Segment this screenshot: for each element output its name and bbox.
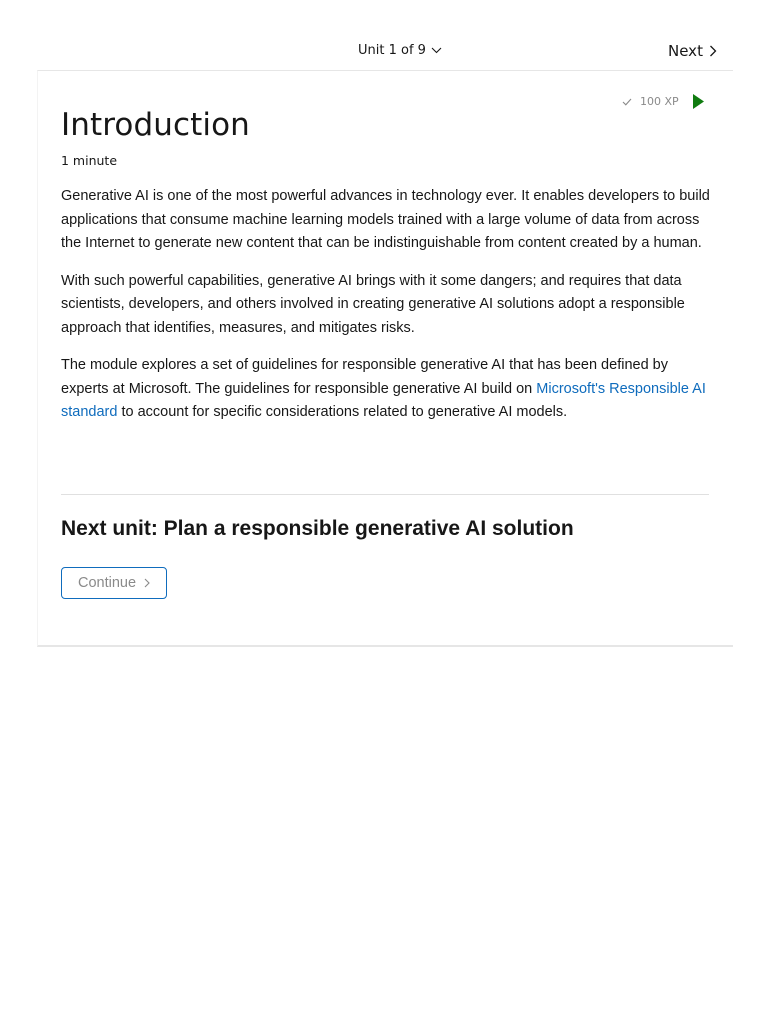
chevron-right-icon (144, 578, 150, 588)
unit-body (61, 185, 713, 439)
next-unit-heading: Next unit: Plan a responsible generative AI solution (61, 517, 574, 540)
responsible-ai-standard-link[interactable]: Microsoft's Responsible AI standard (61, 380, 706, 420)
section-divider (61, 494, 709, 495)
check-icon (622, 98, 632, 106)
chevron-down-icon (431, 47, 442, 54)
next-unit-link[interactable] (668, 42, 717, 60)
unit-navigation-bar (0, 0, 768, 70)
paragraph-guidelines-text: The module explores a set of guidelines for responsible generative AI that has been defined by experts at Microsoft. The guidelines for responsible generative AI build on (61, 357, 668, 397)
paragraph-guidelines (61, 354, 713, 425)
continue-button-label: Continue (77, 575, 137, 591)
xp-indicator (622, 94, 704, 109)
unit-selector-label: Unit 1 of 9 (358, 43, 426, 58)
unit-content-card (37, 70, 733, 647)
paragraph-dangers: With such powerful capabilities, generative AI brings with it some dangers; and requires that data scientists, developers, and others involved in creating generative AI solutions adopt a responsible approach that identifies, measures, and mitigates risks. (61, 272, 685, 336)
page-title: Introduction (61, 107, 250, 143)
next-link-label: Next (668, 42, 703, 60)
unit-selector-dropdown[interactable] (358, 43, 442, 58)
chevron-right-icon (709, 45, 717, 57)
paragraph-guidelines-text-end: to account for specific considerations related to generative AI models. (117, 404, 568, 420)
play-icon[interactable] (693, 94, 704, 109)
continue-button[interactable] (61, 567, 167, 599)
paragraph-intro: Generative AI is one of the most powerful advances in technology ever. It enables developers to build applications that consume machine learning models trained with a large volume of data from across the Internet to generate new content that can be indistinguishable from content created by a human. (61, 188, 710, 251)
unit-duration: 1 minute (61, 153, 118, 168)
xp-label: 100 XP (640, 95, 679, 108)
